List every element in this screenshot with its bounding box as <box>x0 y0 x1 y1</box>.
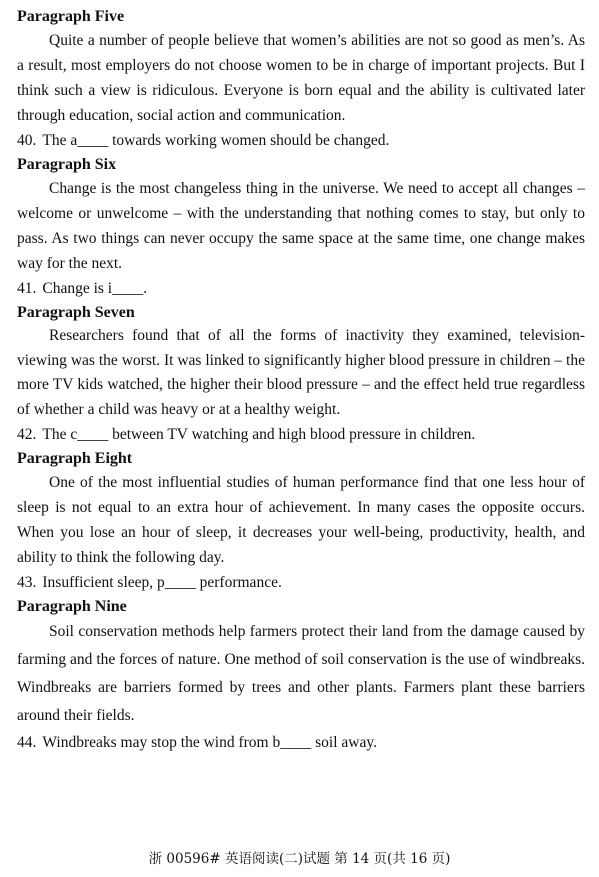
paragraph-six-section <box>17 154 585 301</box>
paragraph-nine-section <box>17 596 585 755</box>
section-heading: Paragraph Nine <box>17 598 127 615</box>
question-number: 42. <box>17 426 37 443</box>
question-item <box>17 128 585 153</box>
passage-text: Researchers found that of all the forms of inactivity they examined, television-viewing was the worst. It was linked to significantly higher blood pressure in children – the more TV kids watched, the higher their blood pressure – and the effect held true regardless of whether a child was heavy or at a healthy weight. <box>17 327 585 418</box>
question-item <box>17 276 585 301</box>
section-heading: Paragraph Five <box>17 8 125 25</box>
question-text: The c____ between TV watching and high blood pressure in children. <box>42 426 476 443</box>
question-number: 40. <box>17 132 37 149</box>
exam-page <box>17 6 585 755</box>
question-number: 41. <box>17 280 37 297</box>
question-item <box>17 730 585 755</box>
paragraph-seven-section <box>17 302 585 447</box>
question-number: 43. <box>17 574 37 591</box>
question-item <box>17 422 585 447</box>
passage-text: Soil conservation methods help farmers protect their land from the damage caused by farming and the forces of nature. One method of soil conservation is the use of windbreaks. Windbreaks are barriers formed by trees and other plants. Farmers plant these barriers around their fields. <box>17 623 585 724</box>
page-footer: 浙 00596# 英语阅读(二)试题 第 14 页(共 16 页) <box>148 851 451 867</box>
question-text: Change is i____. <box>42 280 147 297</box>
question-item <box>17 570 585 595</box>
question-number: 44. <box>17 734 37 751</box>
section-heading: Paragraph Eight <box>17 450 133 467</box>
question-text: Insufficient sleep, p____ performance. <box>42 574 282 591</box>
passage-text: One of the most influential studies of human performance find that one less hour of sleep is not equal to an extra hour of achievement. In many cases the opposite occurs. When you lose an hour of sleep, it decreases your well-being, productivity, health, and ability to think the following day. <box>17 474 585 566</box>
paragraph-eight-section <box>17 448 585 595</box>
paragraph-five-section <box>17 6 585 153</box>
section-heading: Paragraph Seven <box>17 304 135 321</box>
section-heading: Paragraph Six <box>17 156 117 173</box>
passage-text: Quite a number of people believe that women’s abilities are not so good as men’s. As a result, most employers do not choose women to be in charge of important projects. But I think such a view is ridiculous. Everyone is born equal and the ability is cultivated later through education, social action and communication. <box>17 32 585 124</box>
passage-text: Change is the most changeless thing in the universe. We need to accept all changes – welcome or unwelcome – with the understanding that nothing comes to stay, but only to pass. As two things can never occupy the same space at the same time, one change makes way for the next. <box>17 180 585 272</box>
question-text: The a____ towards working women should be changed. <box>42 132 390 149</box>
question-text: Windbreaks may stop the wind from b____ soil away. <box>42 734 377 751</box>
